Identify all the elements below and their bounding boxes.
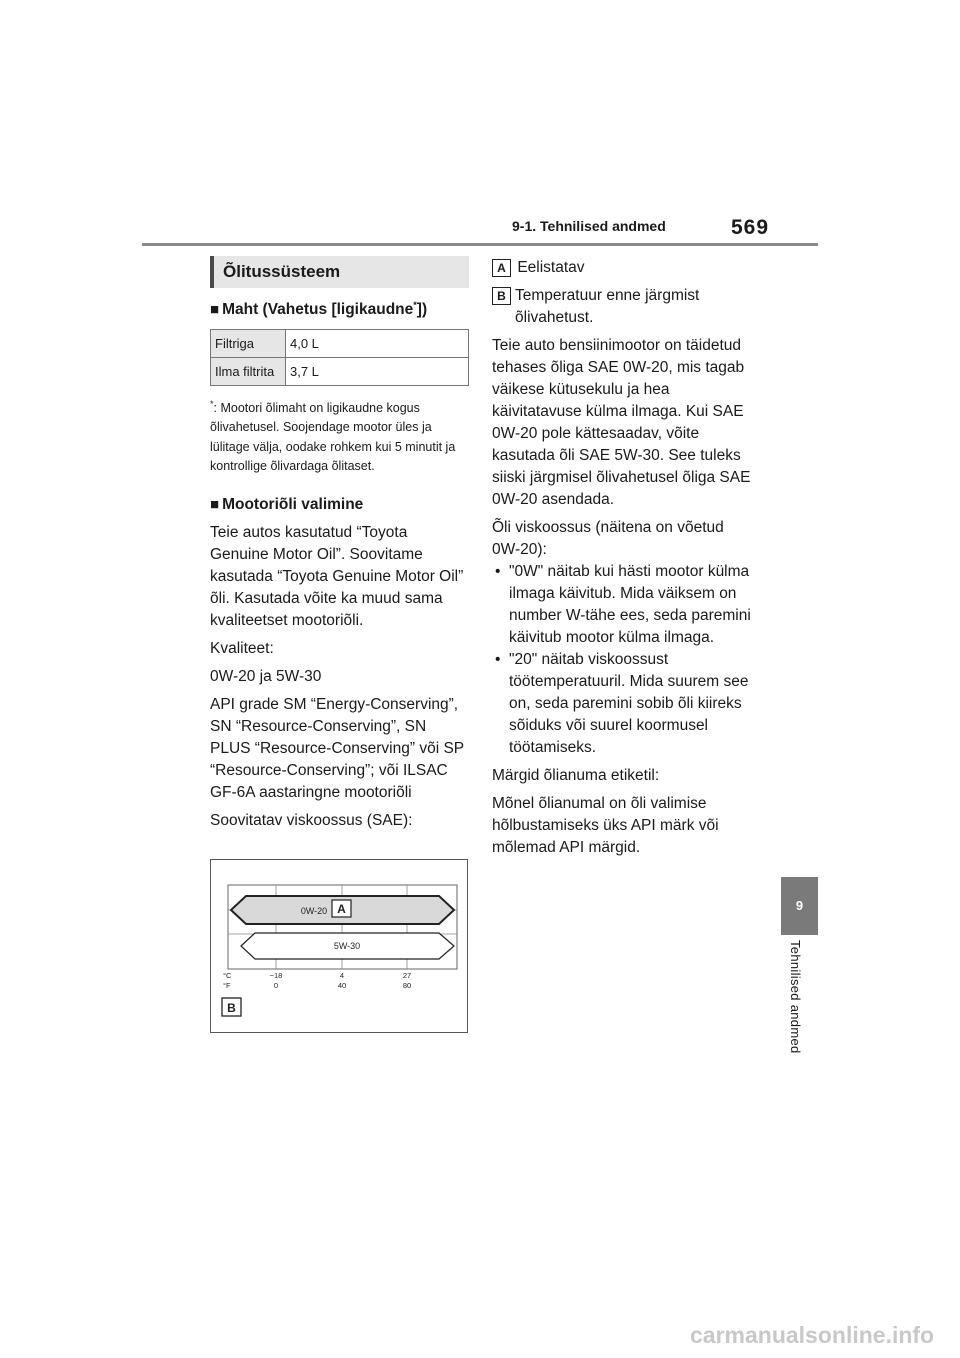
tick-f-label: 80 — [402, 981, 412, 990]
bar-0w20-label: 0W-20 — [300, 906, 328, 916]
bullet-icon: • — [495, 651, 501, 668]
section-title: Õlitussüsteem — [210, 256, 469, 288]
viscosity-diagram — [211, 860, 467, 1032]
api-grade-text: API grade SM “Energy-Conserving”, SN “Resource-Conserving”, SN PLUS “Resource-Conserving” või SP “Resource-Conserving”; või ILSAC GF-6A aastaringne mootoriõli — [210, 696, 464, 801]
legend-b — [492, 285, 754, 329]
label-marks-paragraph: Märgid õlianuma etiketil: — [492, 767, 660, 784]
quality-label: Kvaliteet: — [210, 640, 274, 657]
viscosity-figure — [210, 859, 468, 1033]
square-bullet-icon: ■ — [210, 301, 220, 319]
legend-a — [492, 257, 754, 279]
viscosity-example-paragraph: Õli viskoossus (näitena on võetud 0W-20): — [492, 519, 724, 558]
page-number: 569 — [731, 216, 770, 239]
table-cell-value: 3,7 L — [286, 358, 469, 386]
viscosity-label: Soovitatav viskoossus (SAE): — [210, 812, 413, 829]
oil-grades: 0W-20 ja 5W-30 — [210, 668, 322, 685]
chapter-tab[interactable]: 9 — [781, 877, 818, 935]
engine-oil-paragraph: Teie auto bensiinimootor on täidetud tehases õliga SAE 0W-20, mis tagab väikese kütusekulu ja hea käivitatavuse külma ilmaga. Kui SAE 0W-20 pole kättesaadav, võite kasutada õli SAE 5W-30. See tuleks siiski järgmisel õlivahetusel õliga SAE 0W-20 asendada. — [492, 337, 751, 508]
tick-c-label: 27 — [402, 971, 412, 980]
marker-a-label: A — [337, 902, 346, 916]
list-item: • "0W" näitab kui hästi mootor külma ilmaga käivitub. Mida väiksem on number W-tähe ees, seda paremini käivitub mootor külma ilmaga. — [495, 563, 751, 646]
oil-selection-paragraph: Teie autos kasutatud “Toyota Genuine Motor Oil”. Soovitame kasutada “Toyota Genuine Motor Oil” õli. Kasutada võite ka muud sama kvaliteetset mootoriõli. — [210, 524, 464, 629]
capacity-heading: ■ Maht (Vahetus [ligikaudne*]) — [210, 300, 428, 319]
bullet-icon: • — [495, 563, 501, 580]
square-bullet-icon: ■ — [210, 496, 220, 513]
section-header: 9-1. Tehnilised andmed — [512, 218, 666, 234]
marker-b-label: B — [227, 1001, 236, 1015]
api-marks-paragraph: Mõnel õlianumal on õli valimise hõlbustamiseks üks API märk või mõlemad API märgid. — [492, 795, 719, 856]
list-item: • "20" näitab viskoossust töötemperatuuril. Mida suurem see on, seda paremini sobib õli kiireks sõiduks või suurel koormusel töötamiseks. — [495, 651, 749, 756]
footnote-mark: * — [210, 399, 214, 409]
table-cell-label: Filtriga — [211, 330, 286, 358]
legend-a-text: Eelistatav — [517, 259, 585, 276]
table-cell-label: Ilma filtrita — [211, 358, 286, 386]
unit-celsius: °C — [223, 971, 232, 980]
footnote-text: : Mootori õlimaht on ligikaudne kogus õlivahetusel. Soojendage mootor üles ja lülitage välja, oodake rohkem kui 5 minutit ja kontrollige õlivardaga õlitaset. — [210, 401, 456, 473]
oil-selection-body — [210, 522, 470, 832]
tick-c-label: 4 — [339, 971, 345, 980]
bar-5w30-label: 5W-30 — [333, 941, 361, 951]
legend-b-box: B — [492, 287, 511, 305]
table-cell-value: 4,0 L — [286, 330, 469, 358]
legend-b-text: Temperatuur enne järgmist õlivahetust. — [515, 287, 700, 326]
header-rule — [142, 243, 818, 246]
tick-f-label: 40 — [337, 981, 347, 990]
table-row — [211, 358, 469, 386]
tick-f-label: 0 — [273, 981, 279, 990]
unit-fahrenheit: °F — [223, 981, 231, 990]
right-column — [492, 257, 754, 859]
tick-c-label: −18 — [269, 971, 283, 980]
chapter-tab-label: Tehnilised andmed — [788, 940, 803, 1054]
oil-selection-heading: ■ Mootoriõli valimine — [210, 496, 364, 513]
legend-a-box: A — [492, 259, 511, 277]
watermark: carmanualsonline.info — [690, 1322, 935, 1348]
capacity-table — [210, 329, 469, 386]
table-row — [211, 330, 469, 358]
capacity-footnote — [210, 395, 472, 476]
